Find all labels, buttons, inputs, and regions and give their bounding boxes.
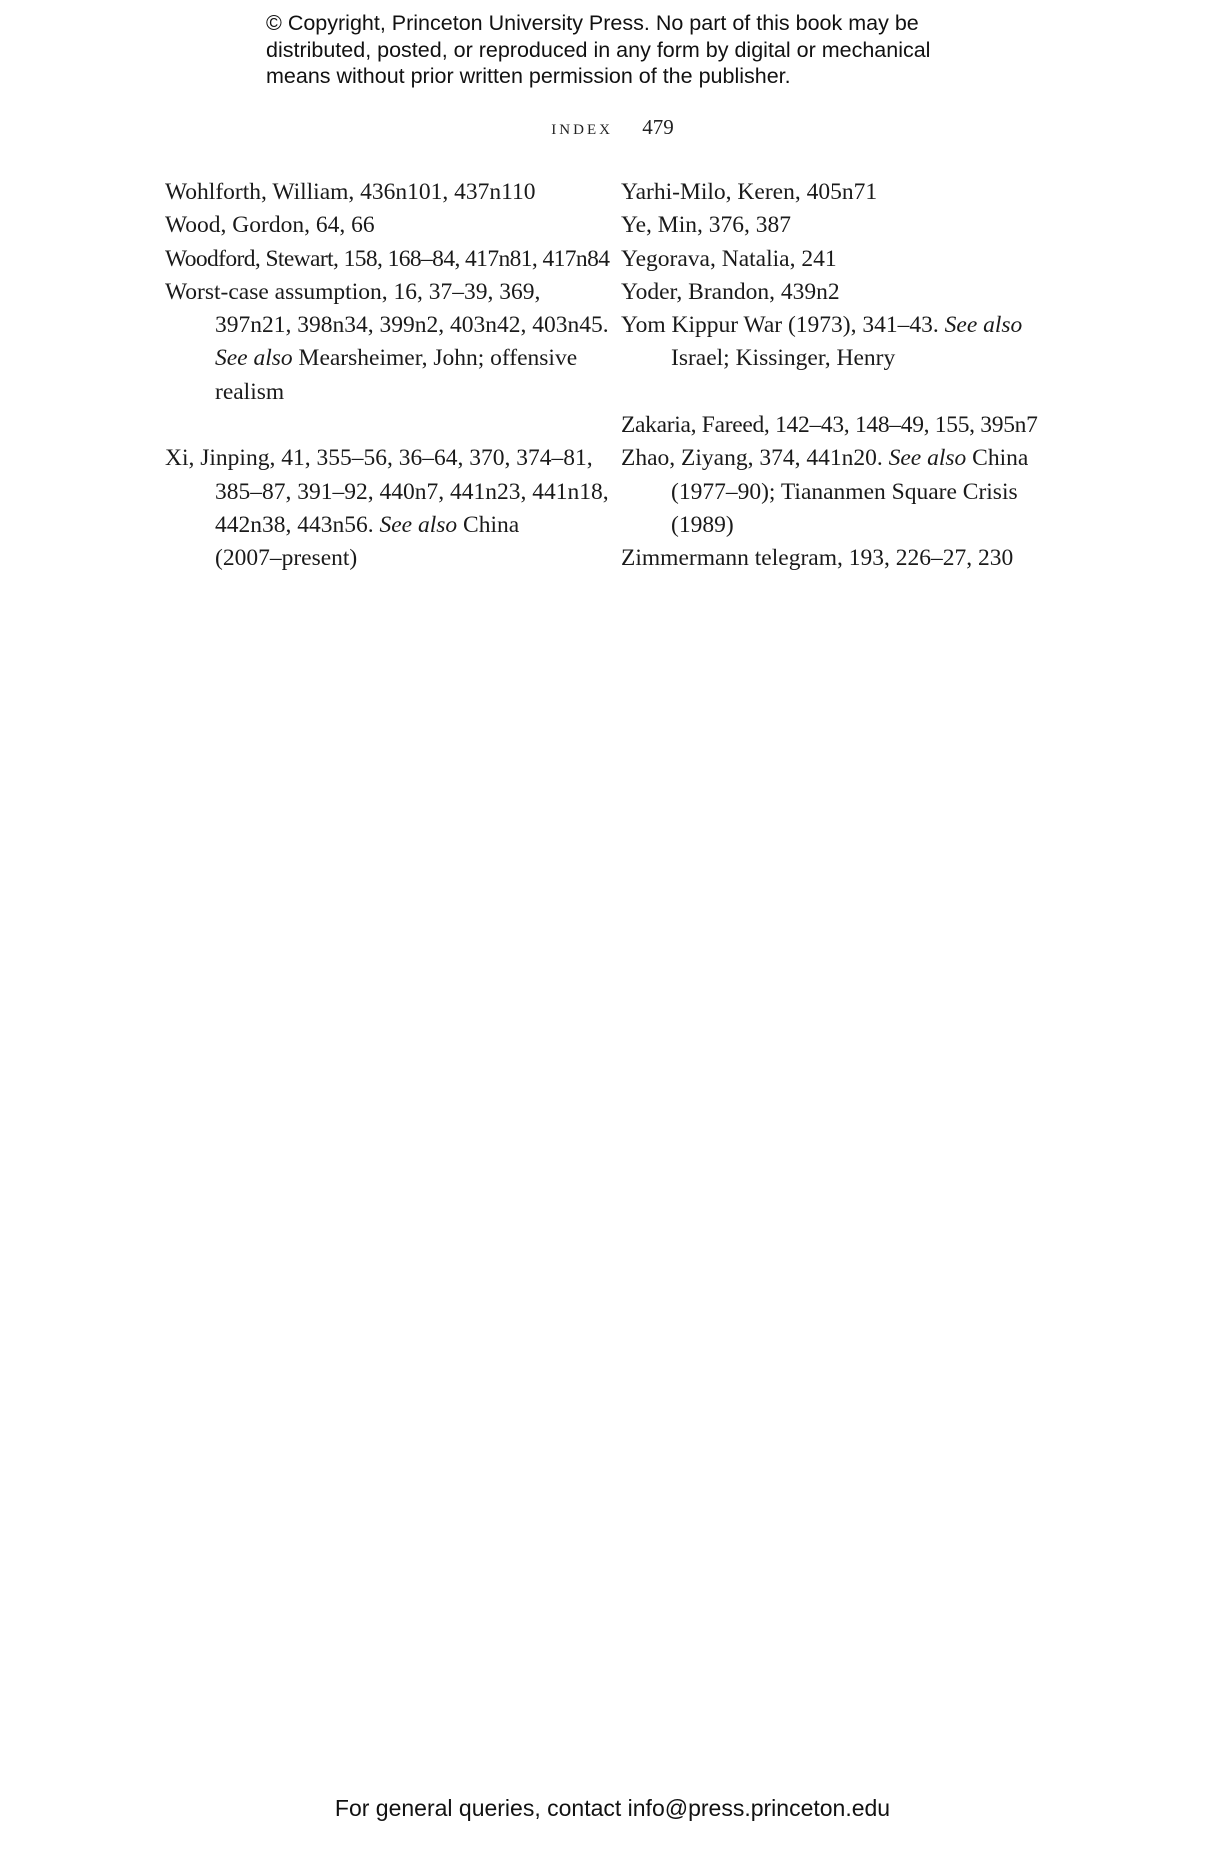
entry-line: 397n21, 398n34, 399n2, 403n42, 403n45. <box>215 312 609 339</box>
entry-line: Xi, Jinping, 41, 355–56, 36–64, 370, 374–81, <box>165 445 593 472</box>
index-entry <box>621 409 1041 442</box>
entry-line <box>190 509 585 542</box>
see-also: See also <box>379 511 458 538</box>
index-entry <box>621 243 1041 276</box>
see-also: See also <box>888 445 967 472</box>
entry-line: Wohlforth, William, 436n101, 437n110 <box>165 179 536 205</box>
page-number: 479 <box>642 115 674 139</box>
entry-line: Yegorava, Natalia, 241 <box>621 245 837 272</box>
entry-text: China <box>966 445 1029 472</box>
copyright-line: means without prior written permission of the publisher. <box>266 64 791 88</box>
letter-gap <box>621 376 1041 409</box>
running-head <box>0 114 1225 140</box>
index-entry <box>621 309 1041 376</box>
index-entry <box>165 243 610 276</box>
index-entry <box>621 176 1041 209</box>
index-entry <box>165 442 609 575</box>
see-also: See also <box>215 345 293 372</box>
entry-line <box>190 342 585 375</box>
entry-line: (2007–present) <box>215 545 358 572</box>
copyright-line: distributed, posted, or reproduced in any form by digital or mechanical <box>266 37 931 62</box>
entry-text: Yom Kippur War (1973), 341–43. <box>621 312 945 339</box>
entry-line: (1977–90); Tiananmen Square Crisis <box>671 478 1018 505</box>
entry-text: Zhao, Ziyang, 374, 441n20. <box>621 445 889 472</box>
entry-line: Wood, Gordon, 64, 66 <box>165 212 375 239</box>
entry-line: Woodford, Stewart, 158, 168–84, 417n81, 417n84 <box>165 245 610 272</box>
index-entry <box>621 442 1041 542</box>
running-head-label: index <box>551 114 613 139</box>
index-entry <box>165 176 585 209</box>
footer-contact: For general queries, contact info@press.princeton.edu <box>334 1795 891 1821</box>
copyright-notice <box>266 10 986 90</box>
index-column-left <box>165 176 610 576</box>
entry-line: Zimmermann telegram, 193, 226–27, 230 <box>621 545 1014 572</box>
entry-line: Israel; Kissinger, Henry <box>671 345 896 372</box>
see-also: See also <box>944 312 1023 339</box>
entry-line: 385–87, 391–92, 440n7, 441n23, 441n18, <box>215 478 609 505</box>
entry-text: 442n38, 443n56. <box>215 511 380 538</box>
entry-line: Yoder, Brandon, 439n2 <box>621 278 840 305</box>
entry-line <box>621 442 1041 475</box>
entry-text: Mearsheimer, John; offensive <box>292 345 578 372</box>
index-entry <box>621 209 1041 242</box>
index-entry <box>621 542 1041 575</box>
entry-line: Yarhi-Milo, Keren, 405n71 <box>621 179 878 205</box>
entry-line <box>621 309 1041 342</box>
entry-line: realism <box>215 378 285 405</box>
index-column-right <box>621 176 1041 576</box>
letter-gap <box>165 409 585 442</box>
index-entry <box>165 209 585 242</box>
entry-line: Zakaria, Fareed, 142–43, 148–49, 155, 395n7 <box>621 412 1038 439</box>
entry-line: Worst-case assumption, 16, 37–39, 369, <box>165 278 541 305</box>
copyright-line: © Copyright, Princeton University Press. No part of this book may be <box>266 11 919 35</box>
entry-line: Ye, Min, 376, 387 <box>621 212 791 239</box>
index-entry <box>621 276 1041 309</box>
index-entry <box>165 276 609 409</box>
entry-text: China <box>457 511 520 538</box>
entry-line: (1989) <box>671 511 734 538</box>
